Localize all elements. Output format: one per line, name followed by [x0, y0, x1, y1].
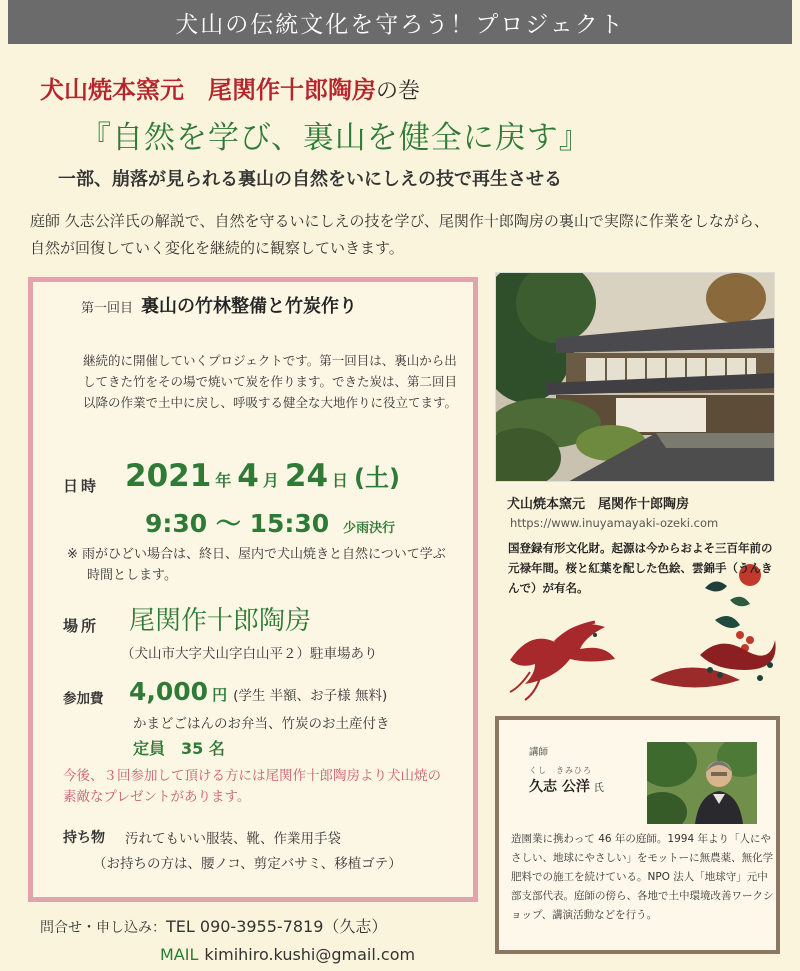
rain-note: ※ 雨がひどい場合は、終日、屋内で犬山焼きと自然について学ぶ時間とします。	[67, 547, 446, 583]
mail-address[interactable]: kimihiro.kushi@gmail.com	[204, 945, 416, 964]
date-month: 4	[237, 458, 259, 494]
rain-policy: 少雨決行	[343, 521, 396, 536]
lecturer-ruby: くし きみひろ	[529, 766, 592, 775]
lecturer-box	[495, 716, 780, 954]
kiln-description: 国登録有形文化財。起源は今からおよそ三百年前の元禄年間。桜と紅葉を配した色絵、雲錦手（うんきんで）が有名。	[508, 541, 773, 595]
subtitle: 一部、崩落が見られる裏山の自然をいにしえの技で再生させる	[58, 169, 562, 190]
date-label: 日時	[63, 477, 100, 495]
fee-extra: かまどごはんのお弁当、竹炭のお土産付き	[133, 716, 390, 732]
kiln-house-photo	[495, 272, 775, 482]
kiln-caption: 犬山焼本窯元 尾関作十郎陶房	[507, 497, 690, 512]
fee-label: 参加費	[63, 691, 104, 707]
event-description: 継続的に開催していくプロジェクトです。第一回目は、裏山から出してきた竹をその場で焼いて炭を作ります。できた炭は、第二回目以降の作業で土中に戻し、呼吸する健全な大地作りに役立てます。	[83, 353, 458, 410]
fee-line	[129, 677, 387, 706]
lecturer-role: 講師	[529, 747, 549, 758]
contact-tel: TEL 090-3955-7819（久志）	[166, 917, 388, 936]
venue-label: 場所	[63, 617, 100, 635]
event-heading	[81, 292, 357, 318]
session-title: 裏山の竹林整備と竹炭作り	[141, 296, 358, 317]
date-weekday: (土)	[354, 464, 400, 492]
main-title: 『自然を学び、裏山を健全に戻す』	[80, 120, 591, 156]
kiln-url[interactable]: https://www.inuyamayaki-ozeki.com	[510, 516, 719, 530]
date-day: 24	[284, 458, 329, 494]
lecturer-photo	[647, 742, 757, 824]
date-year: 2021	[125, 458, 212, 494]
fee-note: (学生 半額、お子様 無料)	[233, 688, 388, 704]
bring-items: 汚れてもいい服装、靴、作業用手袋	[125, 831, 341, 847]
title-suffix: の巻	[376, 79, 421, 104]
bring-label: 持ち物	[63, 830, 105, 846]
venue-name: 尾関作十郎陶房	[129, 606, 312, 636]
lecturer-name: 久志 公洋	[529, 779, 590, 795]
event-time	[145, 504, 395, 540]
fee-amount: 4,000	[129, 677, 209, 706]
time-range: 9:30 ～ 15:30	[145, 509, 330, 538]
lecturer-bio: 造園業に携わって 46 年の庭師。1994 年より「人にやさしい、地球にやさしい」をモットーに無農薬、無化学肥料での施工を続けている。NPO 法人「地球守」元中部支部代表。庭師の傍ら、各地で土中環境改善ワークショップ、講演活動などを行う。	[511, 833, 774, 921]
contact-line	[40, 914, 387, 937]
date-year-unit: 年	[215, 471, 232, 490]
session-label: 第一回目	[81, 301, 134, 316]
top-banner: 犬山の伝統文化を守ろう！プロジェクト	[8, 0, 792, 44]
date-month-unit: 月	[262, 471, 279, 490]
mail-label: MAIL	[160, 945, 199, 964]
mail-line	[160, 945, 415, 964]
bring-note: （お持ちの方は、腰ノコ、剪定バサミ、移植ゴテ）	[93, 856, 402, 872]
date-day-unit: 日	[332, 471, 349, 490]
venue-address: （犬山市大字犬山字白山平２）駐車場あり	[121, 646, 378, 662]
kiln-name: 犬山焼本窯元 尾関作十郎陶房	[40, 75, 376, 104]
contact-label: 問合せ・申し込み：	[40, 920, 166, 936]
capacity: 定員 35 名	[133, 739, 225, 758]
intro-text: 庭師 久志公洋氏の解説で、自然を守るいにしえの技を学び、尾関作十郎陶房の裏山で実際に作業をしながら、自然が回復していく変化を継続的に観察していきます。	[30, 212, 769, 257]
lecturer-name-line	[529, 766, 604, 796]
event-details-box	[28, 277, 478, 902]
fee-unit: 円	[212, 686, 228, 704]
kiln-title	[40, 70, 760, 105]
present-note: 今後、３回参加して頂ける方には尾関作十郎陶房より犬山焼の素敵なプレゼントがあります。	[63, 768, 441, 805]
lecturer-honorific: 氏	[593, 783, 604, 794]
event-date	[125, 458, 400, 494]
